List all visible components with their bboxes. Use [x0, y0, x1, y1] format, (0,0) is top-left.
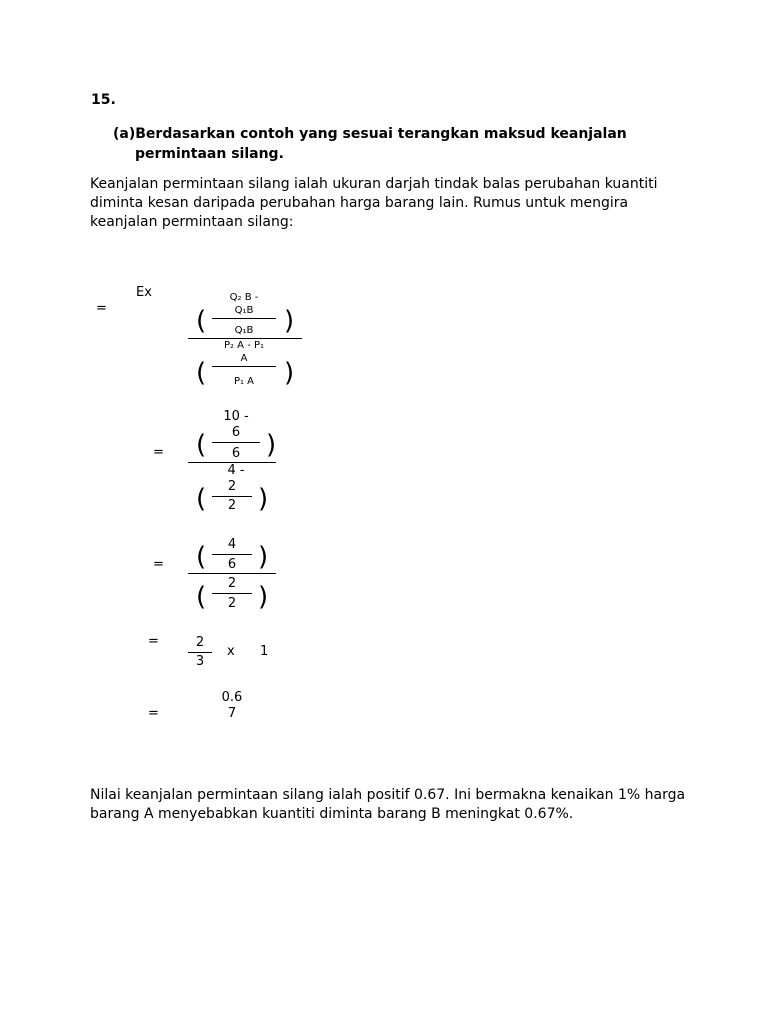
conclusion-paragraph: Nilai keanjalan permintaan silang ialah positif 0.67. Ini bermakna kenaikan 1% harga barang A menyebabkan kuantiti diminta barang B meningkat 0.67%. [90, 787, 686, 822]
formula-den-top-b: A [240, 353, 248, 364]
formula-den-paren-close: ) [284, 358, 295, 388]
step3-times: x [227, 644, 235, 659]
question-prompt [113, 124, 627, 164]
step3-frac-line [188, 652, 212, 653]
formula-den-paren-open: ( [196, 358, 207, 388]
formula-den-bottom: P₁ A [233, 376, 255, 387]
step2-den-paren-close: ) [258, 582, 269, 612]
step1-den-top-b: 2 [227, 479, 237, 494]
formula-num-top-b: Q₁B [234, 305, 254, 316]
step4-result-a: 0.6 [221, 690, 243, 705]
formula-num-bottom: Q₁B [234, 325, 254, 336]
formula-den-top-a: P₂ A - P₁ [223, 340, 265, 351]
step1-den-top-a: 4 - [227, 463, 245, 478]
step1-den-paren-open: ( [196, 484, 207, 514]
formula-num-top-a: Q₂ B - [229, 292, 259, 303]
step1-den-inner-line [212, 496, 252, 497]
question-number: 15. [91, 92, 116, 108]
step1-num-top-b: 6 [231, 425, 241, 440]
step2-den-paren-open: ( [196, 582, 207, 612]
formula-num-paren-open: ( [196, 306, 207, 336]
step3-equals: = [148, 634, 159, 649]
intro-paragraph: Keanjalan permintaan silang ialah ukuran darjah tindak balas perubahan kuantiti diminta kesan daripada perubahan harga barang lain. Rumus untuk mengira keanjalan permintaan silang: [90, 176, 658, 230]
step1-num-top-a: 10 - [223, 409, 249, 424]
step3-frac-top: 2 [195, 635, 205, 650]
step1-num-paren-open: ( [196, 430, 207, 460]
formula-den-inner-line [212, 366, 276, 367]
step4-equals: = [148, 706, 159, 721]
question-prompt-line1: (a)Berdasarkan contoh yang sesuai terangkan maksud keanjalan [113, 126, 627, 142]
step3-factor: 1 [260, 644, 269, 659]
formula-main-fraction-line [188, 338, 302, 339]
step2-den-inner-line [212, 593, 252, 594]
step1-den-bottom: 2 [227, 498, 237, 513]
step1-equals: = [153, 445, 164, 460]
step3-frac-bottom: 3 [195, 654, 205, 669]
step2-equals: = [153, 557, 164, 572]
formula-equals: = [96, 301, 107, 316]
step1-num-bottom: 6 [231, 446, 241, 461]
formula-num-inner-line [212, 318, 276, 319]
step2-num-bottom: 6 [227, 557, 237, 572]
step2-num-top: 4 [227, 537, 237, 552]
step1-num-paren-close: ) [266, 430, 277, 460]
question-prompt-line2: permintaan silang. [135, 146, 284, 162]
formula-num-paren-close: ) [284, 306, 295, 336]
step2-num-paren-open: ( [196, 542, 207, 572]
step2-num-inner-line [212, 554, 252, 555]
step2-den-bottom: 2 [227, 596, 237, 611]
step4-result-b: 7 [227, 706, 237, 721]
step1-num-inner-line [212, 442, 260, 443]
formula-symbol: Ex [136, 285, 152, 300]
step2-den-top: 2 [227, 576, 237, 591]
step2-main-fraction-line [188, 573, 276, 574]
step2-num-paren-close: ) [258, 542, 269, 572]
step1-den-paren-close: ) [258, 484, 269, 514]
